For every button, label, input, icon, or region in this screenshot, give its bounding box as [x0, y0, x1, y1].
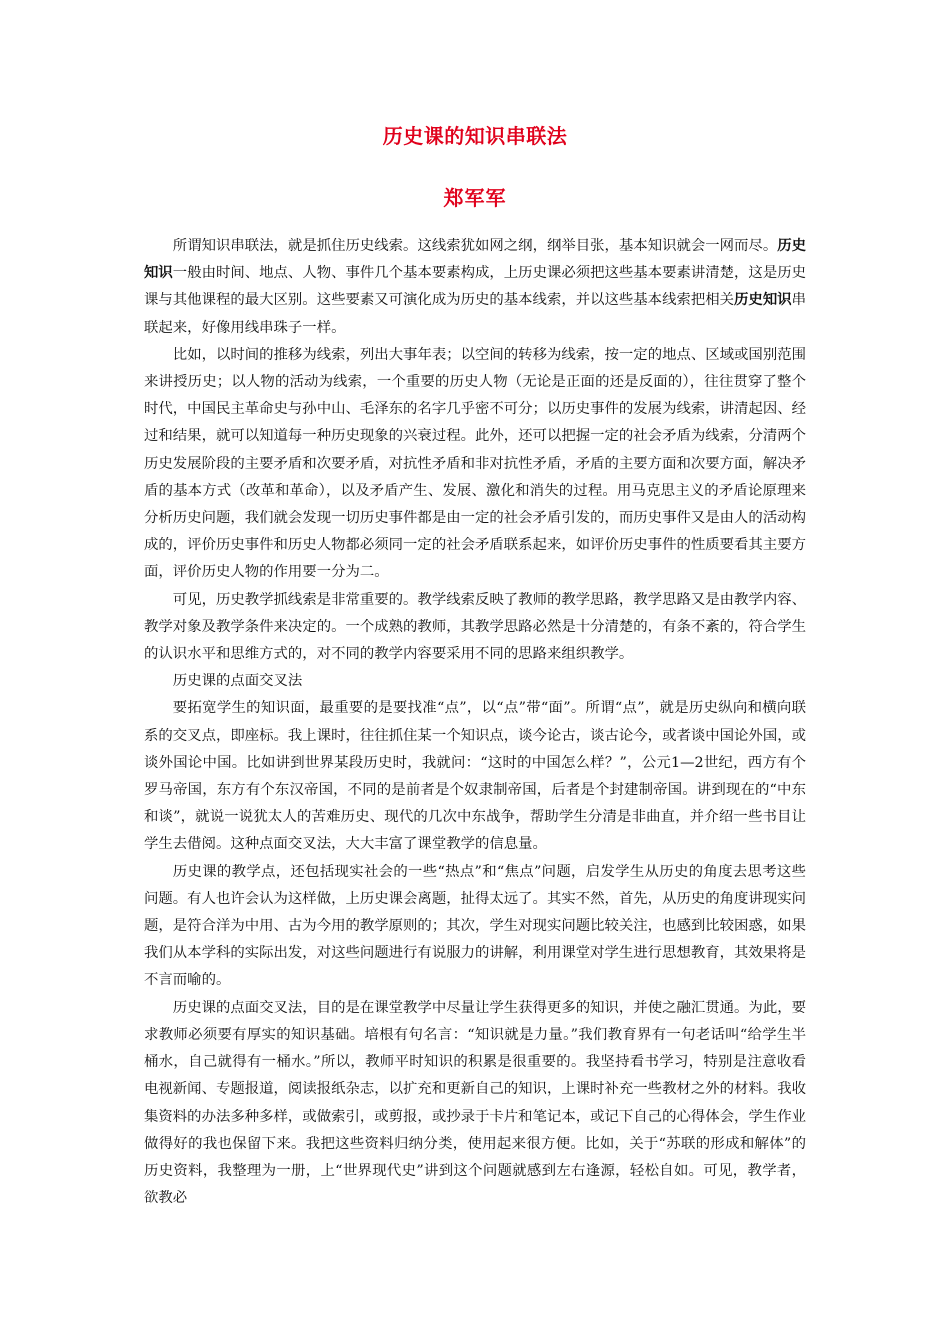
paragraph-1	[144, 233, 806, 342]
keyword-history-knowledge: 历史知识	[734, 292, 792, 309]
keyword-history-knowledge: 历史知识	[144, 238, 807, 282]
paragraph-1-text-c: 一般由时间、地点、人物、事件几个基本要素构成，上历史课必须把这些基本要素讲清楚，这是历史课与其他课程的最大区别。这些要素又可演化成为历史的基本线索，并以这些基本线索把相关	[144, 265, 806, 309]
article-title: 历史课的知识串联法	[382, 124, 568, 148]
paragraph-1-text-a: 所谓知识串联法，就是抓住历史线索。这线索犹如网之纲，纲举目张，基本知识就会一网而尽。	[172, 238, 778, 254]
paragraph-2: 比如，以时间的推移为线索，列出大事年表；以空间的转移为线索，按一定的地点、区域或国别范围来讲授历史；以人物的活动为线索，一个重要的历史人物（无论是正面的还是反面的），往往贯穿了整个时代，中国民主革命史与孙中山、毛泽东的名字几乎密不可分；以历史事件的发展为线索，讲清起因、经过和结果，就可以知道每一种历史现象的兴衰过程。此外，还可以把握一定的社会矛盾为线索，分清两个历史发展阶段的主要矛盾和次要矛盾，对抗性矛盾和非对抗性矛盾，矛盾的主要方面和次要方面，解决矛盾的基本方式（改革和革命），以及矛盾产生、发展、激化和消失的过程。用马克思主义的矛盾论原理来分析历史问题，我们就会发现一切历史事件都是由一定的社会矛盾引发的，而历史事件又是由人的活动构成的，评价历史事件和历史人物都必须同一定的社会矛盾联系起来，如评价历史事件的性质要看其主要方面，评价历史人物的作用要一分为二。	[144, 346, 806, 581]
paragraph-4: 要拓宽学生的知识面，最重要的是要找准“点”，以“点”带“面”。所谓“点”，就是历史纵向和横向联系的交叉点，即座标。我上课时，往往抓住某一个知识点，谈今论古，谈古论今，或者谈中国论外国，或谈外国论中国。比如讲到世界某段历史时，我就问：“这时的中国怎么样？”，公元1—2世纪，西方有个罗马帝国，东方有个东汉帝国，不同的是前者是个奴隶制帝国，后者是个封建制帝国。讲到现在的“中东和谈”，就说一说犹太人的苦难历史、现代的几次中东战争，帮助学生分清是非曲直，并介绍一些书目让学生去借阅。这种点面交叉法，大大丰富了课堂教学的信息量。	[144, 700, 806, 853]
section-subheading: 历史课的点面交叉法	[172, 673, 303, 690]
paragraph-3: 可见，历史教学抓线索是非常重要的。教学线索反映了教师的教学思路，教学思路又是由教学内容、教学对象及教学条件来决定的。一个成熟的教师，其教学思路必然是十分清楚的，有条不紊的，符合学生的认识水平和思维方式的，对不同的教学内容要采用不同的思路来组织教学。	[144, 591, 806, 663]
paragraph-1-text-e: 串联起来，好像用线串珠子一样。	[144, 292, 807, 336]
article-body	[144, 233, 806, 1212]
article-author: 郑军军	[443, 186, 507, 210]
paragraph-5: 历史课的教学点，还包括现实社会的一些“热点”和“焦点”问题，启发学生从历史的角度去思考这些问题。有人也许会认为这样做，上历史课会离题，扯得太远了。其实不然，首先，从历史的角度讲现实问题，是符合洋为中用、古为今用的教学原则的；其次，学生对现实问题比较关注，也感到比较困惑，如果我们从本学科的实际出发，对这些问题进行有说服力的讲解，利用课堂对学生进行思想教育，其效果将是不言而喻的。	[144, 863, 806, 989]
paragraph-6: 历史课的点面交叉法，目的是在课堂教学中尽量让学生获得更多的知识，并使之融汇贯通。为此，要求教师必须要有厚实的知识基础。培根有句名言：“知识就是力量。”我们教育界有一句老话叫“给学生半桶水，自己就得有一桶水。”所以，教师平时知识的积累是很重要的。我坚持看书学习，特别是注意收看电视新闻、专题报道，阅读报纸杂志，以扩充和更新自己的知识，上课时补充一些教材之外的材料。我收集资料的办法多种多样，或做索引，或剪报，或抄录于卡片和笔记本，或记下自己的心得体会，学生作业做得好的我也保留下来。我把这些资料归纳分类，使用起来很方便。比如，关于“苏联的形成和解体”的历史资料，我整理为一册，上“世界现代史”讲到这个问题就感到左右逢源，轻松自如。可见，教学者，欲教必	[144, 999, 806, 1207]
